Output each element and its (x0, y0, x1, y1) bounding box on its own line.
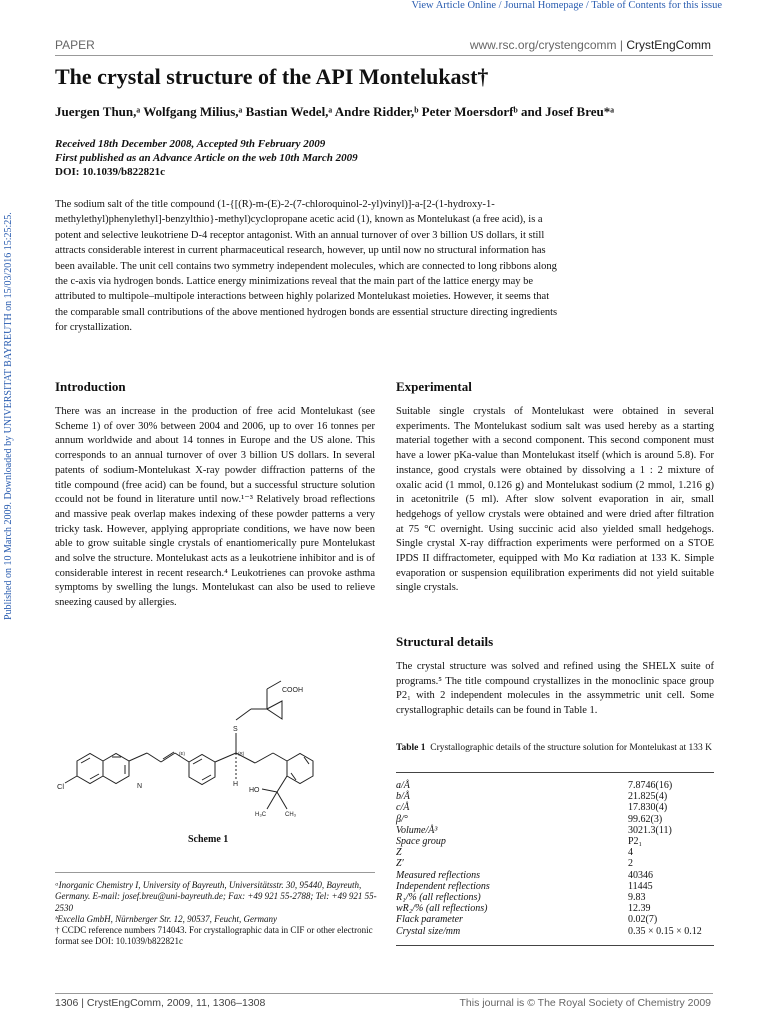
header-rule (55, 55, 713, 56)
table-row (396, 780, 714, 791)
journal-links[interactable]: View Article Online / Journal Homepage / Table of Contents for this issue (411, 0, 722, 11)
table-cell-value: 7.8746(16) (628, 780, 673, 791)
journal-url[interactable]: www.rsc.org/crystengcomm (469, 38, 617, 52)
table-cell-param: Z′ (396, 858, 404, 870)
acetic-bond-2 (267, 681, 281, 689)
table-cell-param: Measured reflections (396, 869, 480, 881)
table-row (396, 825, 714, 836)
footnote-affiliation-a: ᵃInorganic Chemistry I, University of Bayreuth, Universitätsstr. 30, 95440, Bayreuth, Germany. E-mail: josef.breu@uni-bayreuth.de; Fax: +49 921 55-2788; Tel: +49 921 55-2530 (55, 880, 377, 913)
table-row (396, 914, 714, 925)
ch3-label: CH₃ (285, 812, 297, 818)
scheme-caption: Scheme 1 (188, 834, 229, 845)
received-date: Received 18th December 2008, Accepted 9th February 2009 (55, 138, 326, 150)
chloro-bond (65, 776, 77, 783)
table-cell-param: Independent reflections (396, 880, 490, 892)
table-row (396, 847, 714, 858)
journal-name: CrystEngComm (626, 38, 711, 52)
table-cell-param: R₁/% (all reflections) (396, 892, 481, 904)
table-cell-value: 4 (628, 847, 633, 859)
table-label: Table 1 (396, 743, 426, 753)
table-cell-value: P2₁ (628, 836, 643, 848)
table-row (396, 858, 714, 869)
table-cell-param: a/Å (396, 780, 410, 791)
table-row (396, 870, 714, 881)
journal-header: www.rsc.org/crystengcomm | CrystEngComm (469, 38, 711, 52)
vinyl-bond-2 (147, 753, 161, 762)
table-cell-param: Flack parameter (396, 914, 463, 926)
chain-bond-3 (273, 753, 287, 761)
page-citation: 1306 | CrystEngComm, 2009, 11, 1306–1308 (55, 997, 266, 1009)
structural-text: The crystal structure was solved and refined using the SHELX suite of programs.⁵ The title compound crystallizes in the monoclinic space group P2₁ with 2 independent molecules in the assymmetric unit cell. Some crystallographic details can be found in Table 1. (396, 661, 714, 717)
bond-to-chiral-center (215, 753, 236, 762)
vinyl-bond-3 (161, 753, 175, 762)
structural-heading: Structural details (396, 634, 494, 649)
table-cell-param: β/° (396, 813, 408, 825)
introduction-heading: Introduction (55, 379, 126, 394)
cl-label: Cl (57, 782, 65, 791)
table-row (396, 881, 714, 892)
table-row (396, 926, 714, 937)
montelukast-structure-diagram (55, 675, 375, 835)
table-cell-param: c/Å (396, 802, 410, 814)
footnotes (55, 880, 377, 948)
table-caption (396, 743, 714, 754)
ho-label: HO (249, 787, 260, 794)
table-cell-value: 40346 (628, 869, 653, 881)
h-label: H (233, 781, 239, 788)
table-cell-value: 9.83 (628, 892, 646, 904)
vinyl-bond-1 (129, 753, 147, 761)
table-cell-param: wR₂/% (all reflections) (396, 903, 488, 915)
benzene-ring (189, 755, 215, 785)
table-cell-value: 12.39 (628, 903, 651, 915)
r-label: (R) (238, 751, 245, 756)
table-row (396, 892, 714, 903)
cyclopropane-ring (267, 701, 282, 719)
copyright: This journal is © The Royal Society of Chemistry 2009 (459, 997, 711, 1009)
article-meta (55, 137, 358, 179)
cooh-label: COOH (282, 687, 303, 694)
table-row (396, 802, 714, 813)
table-cell-value: 0.35 × 0.15 × 0.12 (628, 925, 702, 937)
section-label: PAPER (55, 38, 95, 52)
crystallographic-table (396, 780, 714, 937)
quinoline-ring (77, 754, 129, 784)
table-bottom-rule (396, 945, 714, 946)
table-cell-value: 3021.3(11) (628, 824, 672, 836)
h3c-label: H₃C (255, 812, 267, 818)
table-cell-param: Crystal size/mm (396, 925, 461, 937)
table-row (396, 903, 714, 914)
benzene-ring-2 (287, 754, 313, 784)
table-cell-param: b/Å (396, 791, 410, 803)
introduction-text: There was an increase in the production of free acid Montelukast (see Scheme 1) of over 30% between 2004 and 2006, up to over 16 tonnes per annum worldwide and about 14 tonnes in Europe and the US alone. This corresponds to an annual turnover of over 3 billion US dollars. In several patents of sodium-Montelukast X-ray powder diffraction patterns of the title compound (free acid) can be found, but a successful structure solution ccould not be found in literature until now.¹⁻³ Relatively broad reflections and massive peak overlap makes indexing of these powder patterns a very tricky task. However, applying appropriate conditions, we have now been able to grow suitable single crystals of enantiomerically pure Montelukast and solve the structure. Montelukast acts as a leukotriene inhibitor and is of considerable interest in recent research.⁴ Leukotrienes can provoke asthma symptoms by swelling the lungs. Montelukast can also be used to relieve sneezing caused by allergies. (55, 406, 375, 609)
table-row (396, 836, 714, 847)
isopropanol-bond (277, 776, 287, 792)
abstract: The sodium salt of the title compound (1-{[(R)-m-(E)-2-(7-chloroquinol-2-yl)vinyl)]-a-[2-(1-hydroxy-1-methylethyl)phenylethyl]-benzylthio}-methyl)cyclopropane acetic acid (1), known as Montelukast (a free acid), is a potent and selective leukotriene D-4 receptor antagonist. With an annual turnover of over 3 billion US dollars, it still attracts considerable interest in current pharmaceutical research, however, up until now no structural information has been available. The unit cell contains two symmetry independent molecules, which are connected to long ribbons along the c-axis via hydrogen bonds. Lattice energy minimizations reveal that the main part of the lattice energy may be attributed to multipole–multipole interactions between highly polarized Montelukast moieties. However, it seems that the comparable small contributions of the above mentioned hydrogen bonds are essential structure directing ingredients for crystallization. (55, 199, 558, 334)
table-cell-param: Space group (396, 836, 446, 848)
experimental-heading: Experimental (396, 379, 472, 394)
e-label: (E) (179, 751, 185, 756)
doi[interactable]: DOI: 10.1039/b822821c (55, 166, 165, 178)
published-date: First published as an Advance Article on the web 10th March 2009 (55, 152, 358, 164)
table-cell-value: 17.830(4) (628, 802, 668, 814)
table-cell-value: 21.825(4) (628, 791, 668, 803)
experimental-text: Suitable single crystals of Montelukast were obtained in several experiments. The Montelukast sodium salt was used hereby as a starting material together with a second component. This second component must have a lower pKa-value than Montelukast itself (which is around 5.8). For instance, good crystals were obtained by dissolving a 1 : 2 mixture of oxalic acid (1 mmol, 0.126 g) and Montelukast sodium (2 mmol, 1.216 g) in acetonitrile (5 ml). After slow solvent evaporation in air, small hedgehogs of yellow crystals were obtained and were dried after filtration at 75 °C overnight. Using succinic acid also yielded small hedgehogs. Single crystal X-ray diffraction experiments were performed on a STOE IPDS II diffractometer, equipped with Mo Kα radiation at 133 K. Simple evaporation or suspension equilibration experiments did not yield suitable single crystals. (396, 406, 714, 594)
table-cell-param: Z (396, 847, 402, 859)
table-cell-param: Volume/Å³ (396, 824, 438, 836)
footnote-rule (55, 872, 375, 873)
s-label: S (233, 726, 238, 733)
thioether-bond (236, 709, 251, 720)
table-cell-value: 99.62(3) (628, 813, 663, 825)
n-label: N (137, 783, 143, 790)
table-row (396, 791, 714, 802)
table-caption-text: Crystallographic details of the structure solution for Montelukast at 133 K (430, 743, 713, 753)
footnote-affiliation-b: ᵇExcella GmbH, Nürnberger Str. 12, 90537, Feucht, Germany (55, 913, 278, 924)
table-top-rule (396, 772, 714, 773)
chain-bond-2 (255, 753, 273, 763)
article-title: The crystal structure of the API Montelukast† (55, 64, 489, 89)
footer-rule (55, 993, 713, 994)
table-cell-value: 2 (628, 858, 633, 870)
table-cell-value: 0.02(7) (628, 914, 658, 926)
table-cell-value: 11445 (628, 880, 653, 892)
table-row (396, 814, 714, 825)
author-list: Juergen Thun,ᵃ Wolfgang Milius,ᵃ Bastian Wedel,ᵃ Andre Ridder,ᵇ Peter Moersdorfᵇ and Josef Breu*ᵃ (55, 104, 615, 119)
footnote-ccdc: † CCDC reference numbers 714043. For crystallographic data in CIF or other electronic format see DOI: 10.1039/b822821c (55, 925, 373, 947)
download-watermark: Published on 10 March 2009. Downloaded by UNIVERSITAT BAYREUTH on 15/03/2016 15:25:25. (3, 212, 14, 620)
